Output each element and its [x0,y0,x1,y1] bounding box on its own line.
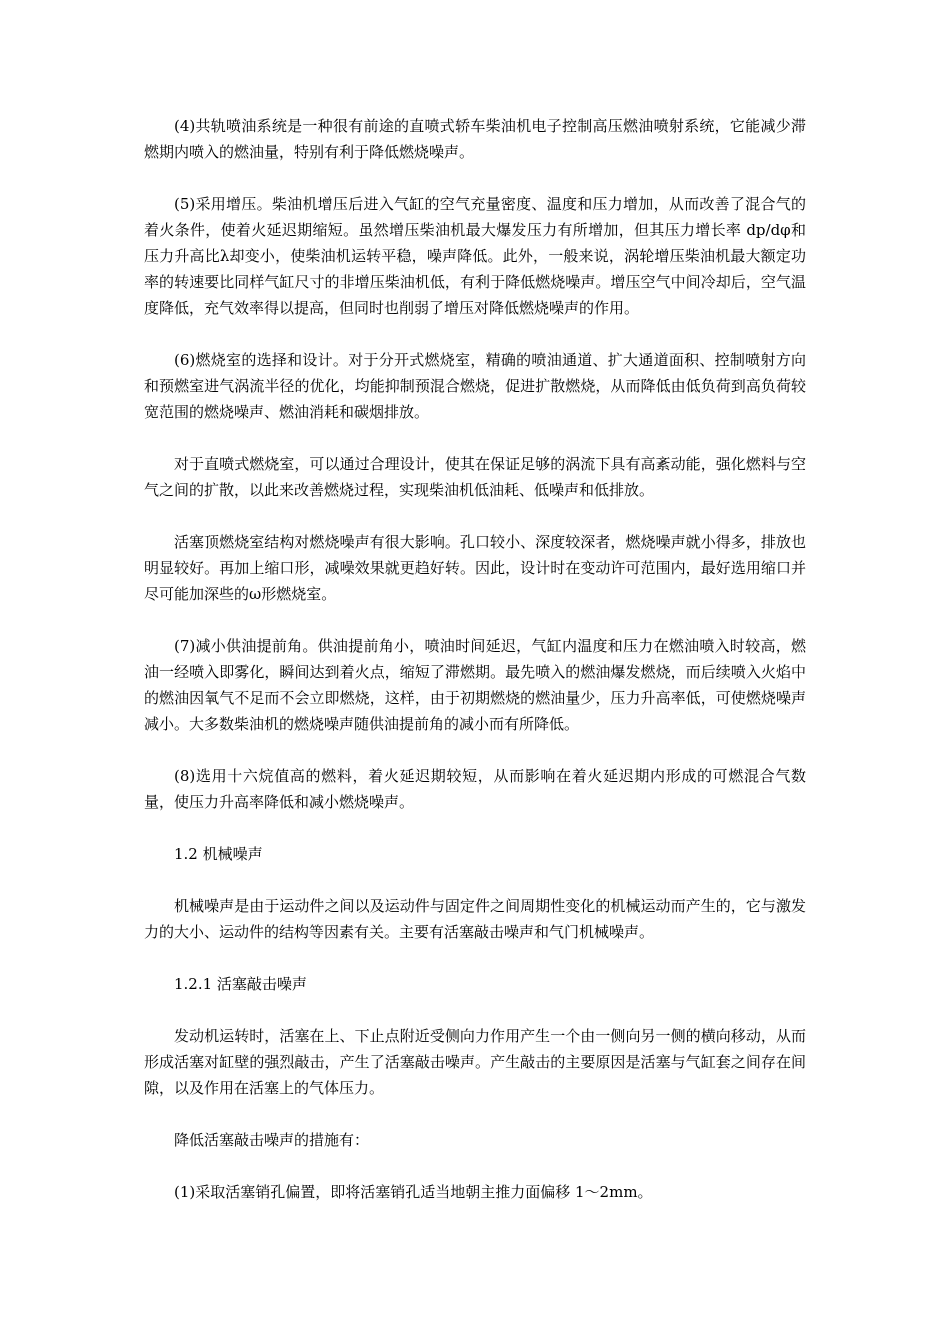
paragraph-injection-advance: (7)减小供油提前角。供油提前角小，喷油时间延迟，气缸内温度和压力在燃油喷入时较高，燃油一经喷入即雾化，瞬间达到着火点，缩短了滞燃期。最先喷入的燃油爆发燃烧，而后续喷入火焰中的燃油因氧气不足而不会立即燃烧，这样，由于初期燃烧的燃油量少，压力升高率低，可使燃烧噪声减小。大多数柴油机的燃烧噪声随供油提前角的减小而有所降低。 [144,637,806,733]
paragraph-cetane-fuel: (8)选用十六烷值高的燃料，着火延迟期较短，从而影响在着火延迟期内形成的可燃混合气数量，使压力升高率降低和减小燃烧噪声。 [144,767,806,811]
paragraph-piston-slap: 发动机运转时，活塞在上、下止点附近受侧向力作用产生一个由一侧向另一侧的横向移动，从而形成活塞对缸壁的强烈敲击，产生了活塞敲击噪声。产生敲击的主要原因是活塞与气缸套之间存在间隙，以及作用在活塞上的气体压力。 [144,1027,806,1097]
subsection-heading-piston-slap: 1.2.1 活塞敲击噪声 [174,975,307,993]
paragraph-turbocharging: (5)采用增压。柴油机增压后进入气缸的空气充量密度、温度和压力增加，从而改善了混合气的着火条件，使着火延迟期缩短。虽然增压柴油机最大爆发压力有所增加，但其压力增长率 dp/dφ和压力升高比λ却变小，使柴油机运转平稳，噪声降低。此外，一般来说，涡轮增压柴油机最大额定功率的转速要比同样气缸尺寸的非增压柴油机低，有利于降低燃烧噪声。增压空气中间冷却后，空气温度降低，充气效率得以提高，但同时也削弱了增压对降低燃烧噪声的作用。 [144,195,806,317]
paragraph-combustion-chamber: (6)燃烧室的选择和设计。对于分开式燃烧室，精确的喷油通道、扩大通道面积、控制喷射方向和预燃室进气涡流半径的优化，均能抑制预混合燃烧，促进扩散燃烧，从而降低由低负荷到高负荷较宽范围的燃烧噪声、燃油消耗和碳烟排放。 [144,351,806,421]
paragraph-piston-top-chamber: 活塞顶燃烧室结构对燃烧噪声有很大影响。孔口较小、深度较深者，燃烧噪声就小得多，排放也明显较好。再加上缩口形，减噪效果就更趋好转。因此，设计时在变动许可范围内，最好选用缩口并尽可能加深些的ω形燃烧室。 [144,533,806,603]
paragraph-measure-1: (1)采取活塞销孔偏置，即将活塞销孔适当地朝主推力面偏移 1～2mm。 [174,1183,653,1201]
paragraph-direct-injection-chamber: 对于直喷式燃烧室，可以通过合理设计，使其在保证足够的涡流下具有高紊动能，强化燃料与空气之间的扩散，以此来改善燃烧过程，实现柴油机低油耗、低噪声和低排放。 [144,455,806,499]
paragraph-mechanical-noise: 机械噪声是由于运动件之间以及运动件与固定件之间周期性变化的机械运动而产生的，它与激发力的大小、运动件的结构等因素有关。主要有活塞敲击噪声和气门机械噪声。 [144,897,806,941]
paragraph-measures-intro: 降低活塞敲击噪声的措施有： [174,1131,370,1149]
document-body [144,113,806,1231]
paragraph-common-rail: (4)共轨喷油系统是一种很有前途的直喷式轿车柴油机电子控制高压燃油喷射系统，它能减少滞燃期内喷入的燃油量，特别有利于降低燃烧噪声。 [144,117,806,161]
section-heading-mechanical-noise: 1.2 机械噪声 [174,845,263,863]
